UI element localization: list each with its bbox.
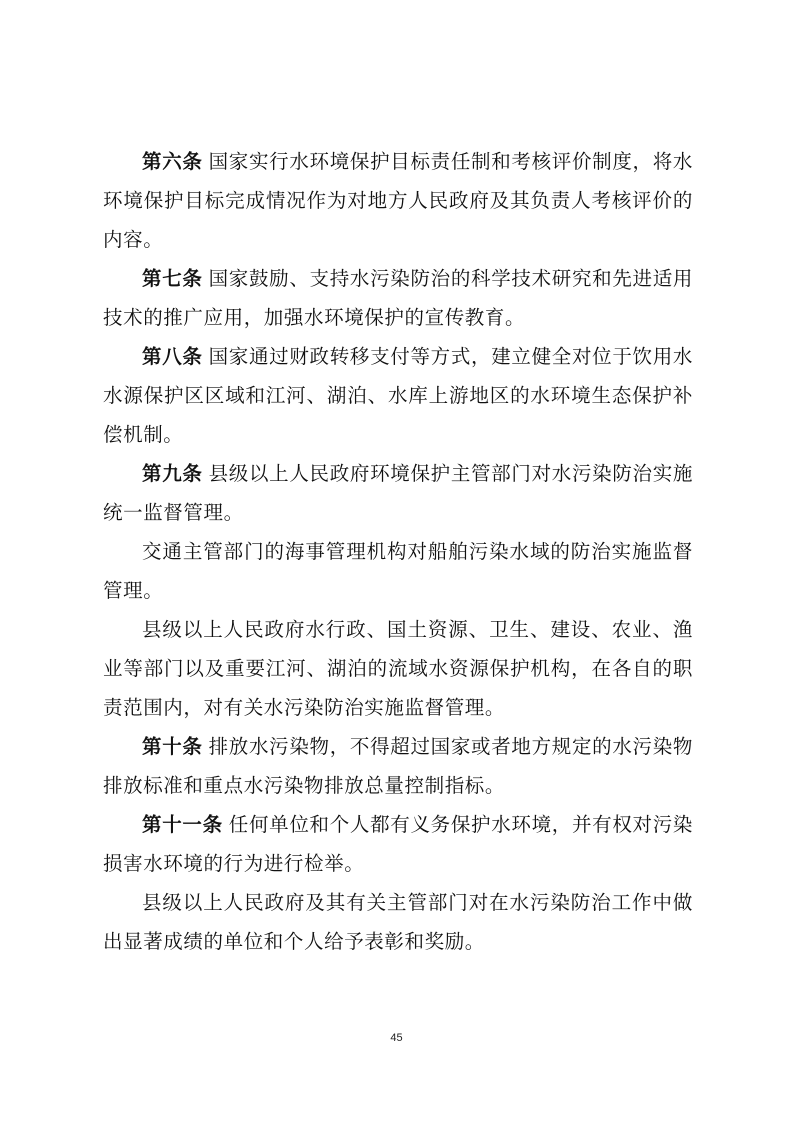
article-text: 国家实行水环境保护目标责任制和考核评价制度，将水环境保护目标完成情况作为对地方人民政府及其负责人考核评价的内容。 — [103, 150, 693, 251]
article-9-paragraph-3 — [103, 610, 693, 727]
article-10-paragraph — [103, 727, 693, 805]
page-number: 45 — [390, 1032, 403, 1044]
article-6-paragraph — [103, 142, 693, 259]
article-text: 国家鼓励、支持水污染防治的科学技术研究和先进适用技术的推广应用，加强水环境保护的宣传教育。 — [103, 267, 693, 329]
article-text: 县级以上人民政府环境保护主管部门对水污染防治实施统一监督管理。 — [103, 462, 693, 524]
paragraph-text: 交通主管部门的海事管理机构对船舶污染水域的防治实施监督管理。 — [103, 540, 693, 602]
article-9-paragraph-2 — [103, 532, 693, 610]
article-heading: 第七条 — [142, 267, 203, 290]
article-heading: 第八条 — [142, 345, 203, 368]
article-9-paragraph — [103, 454, 693, 532]
article-8-paragraph — [103, 337, 693, 454]
article-heading: 第六条 — [142, 150, 203, 173]
article-11-paragraph — [103, 805, 693, 883]
article-text: 排放水污染物，不得超过国家或者地方规定的水污染物排放标准和重点水污染物排放总量控制指标。 — [103, 735, 693, 797]
paragraph-text: 县级以上人民政府及其有关主管部门对在水污染防治工作中做出显著成绩的单位和个人给予表彰和奖励。 — [103, 891, 693, 953]
article-heading: 第十一条 — [142, 813, 223, 836]
article-text: 任何单位和个人都有义务保护水环境，并有权对污染损害水环境的行为进行检举。 — [103, 813, 693, 875]
document-body — [103, 142, 693, 961]
article-text: 国家通过财政转移支付等方式，建立健全对位于饮用水水源保护区区域和江河、湖泊、水库上游地区的水环境生态保护补偿机制。 — [103, 345, 693, 446]
article-heading: 第十条 — [142, 735, 203, 758]
article-11-paragraph-2 — [103, 883, 693, 961]
article-heading: 第九条 — [142, 462, 203, 485]
paragraph-text: 县级以上人民政府水行政、国土资源、卫生、建设、农业、渔业等部门以及重要江河、湖泊的流域水资源保护机构，在各自的职责范围内，对有关水污染防治实施监督管理。 — [103, 618, 693, 719]
article-7-paragraph — [103, 259, 693, 337]
